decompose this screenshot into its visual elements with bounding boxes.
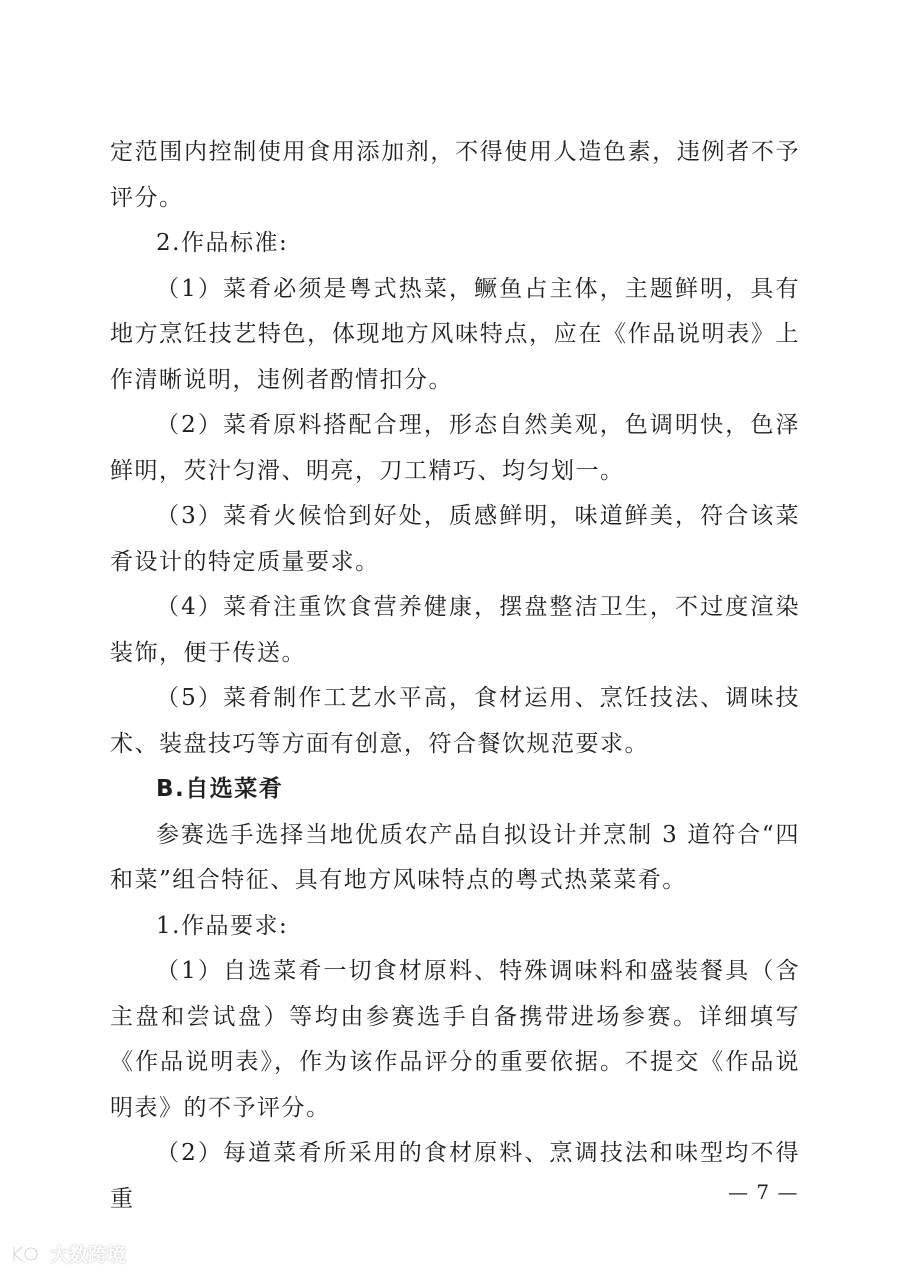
paragraph-2: 2.作品标准: — [156, 230, 289, 256]
watermark — [10, 1240, 126, 1267]
paragraph-11: （1）自选菜肴一切食材原料、特殊调味料和盛装餐具（含主盘和尝试盘）等均由参赛选手自备携带进场参赛。详细填写《作品说明表》，作为该作品评分的重要依据。不提交《作品说明表》的不予评分。 — [110, 958, 800, 1121]
paragraph-1: 定范围内控制使用食用添加剂，不得使用人造色素，违例者不予评分。 — [110, 139, 800, 211]
paragraph-4: （2）菜肴原料搭配合理，形态自然美观，色调明快，色泽鲜明，芡汁匀滑、明亮，刀工精巧、均匀划一。 — [110, 412, 800, 484]
paragraph-10: 1.作品要求: — [156, 912, 289, 939]
watermark-text: 大数跨境 — [50, 1244, 127, 1266]
body-text — [110, 130, 800, 1222]
paragraph-12: （2）每道菜肴所采用的食材原料、烹调技法和味型均不得重 — [110, 1140, 800, 1212]
paragraph-9: 参赛选手选择当地优质农产品自拟设计并烹制 3 道符合“四和菜”组合特征、具有地方风味特点的粤式热菜菜肴。 — [110, 821, 800, 893]
watermark-logo-icon — [10, 1243, 44, 1265]
section-heading: B.自选菜肴 — [156, 776, 284, 802]
paragraph-7: （5）菜肴制作工艺水平高，食材运用、烹饪技法、调味技术、装盘技巧等方面有创意，符合餐饮规范要求。 — [110, 685, 800, 757]
paragraph-5: （3）菜肴火候恰到好处，质感鲜明，味道鲜美，符合该菜肴设计的特定质量要求。 — [110, 503, 800, 575]
paragraph-3: （1）菜肴必须是粤式热菜，鳜鱼占主体，主题鲜明，具有地方烹饪技艺特色，体现地方风味特点，应在《作品说明表》上作清晰说明，违例者酌情扣分。 — [110, 275, 800, 393]
paragraph-6: （4）菜肴注重饮食营养健康，摆盘整洁卫生，不过度渲染装饰，便于传送。 — [110, 594, 800, 666]
page-number: — 7 — — [728, 1180, 799, 1204]
